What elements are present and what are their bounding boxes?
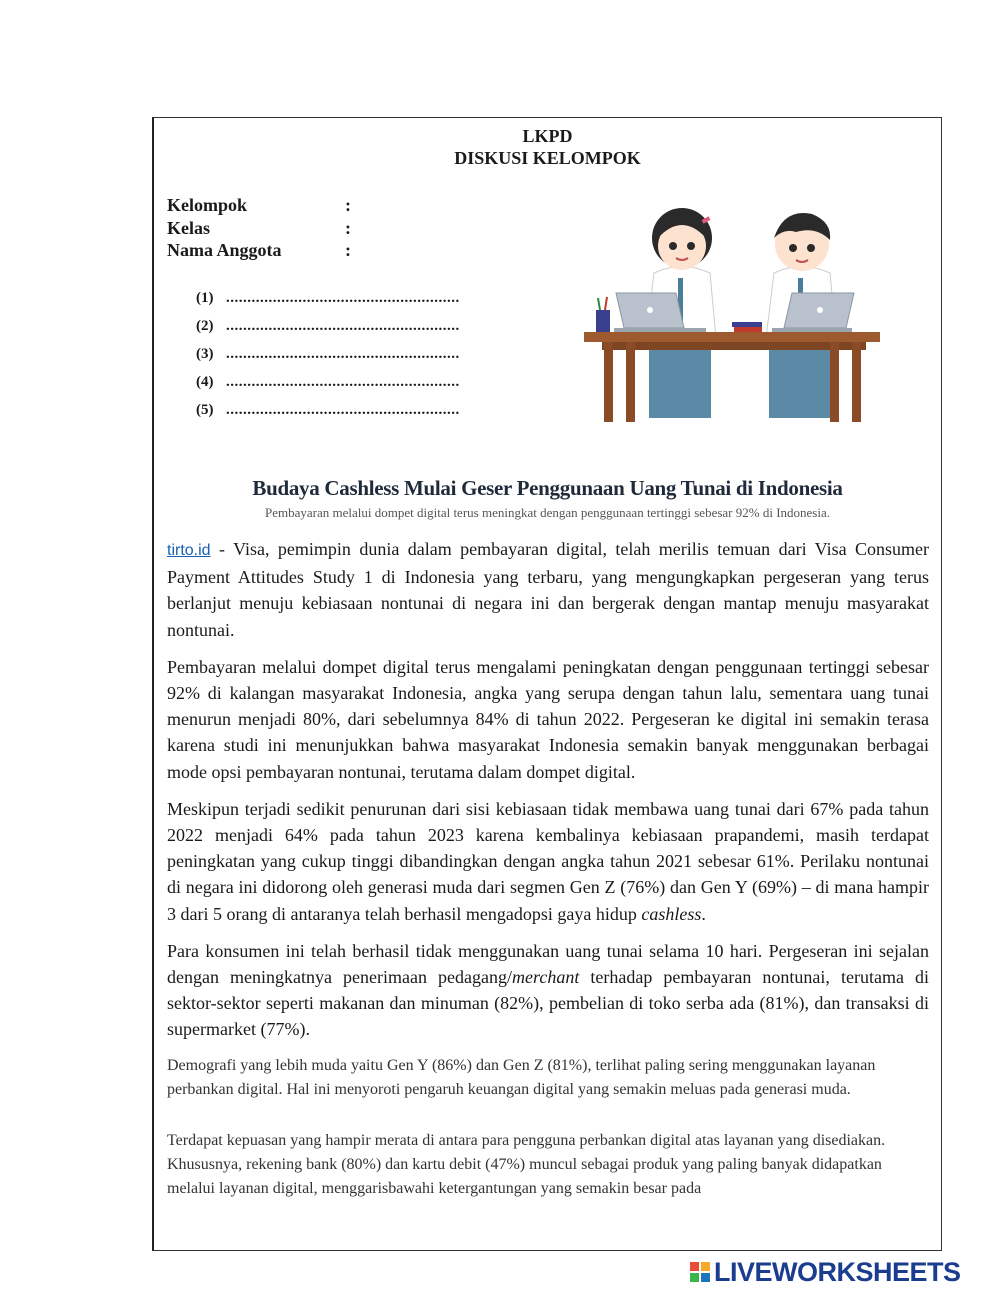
member-number: (1) [196,289,214,306]
field-separator: : [345,217,351,238]
member-blank: ....................................................... [226,373,460,390]
paragraph-2: Pembayaran melalui dompet digital terus mengalami peningkatan dengan penggunaan tertinggi sebesar 92% di kalangan masyarakat Indonesia, angka yang serupa dengan tahun lalu, sementara uang tunai menurun menjadi 80%, dari sebelumnya 84% di tahun 2022. Pergeseran ke digital ini semakin terasa karena studi ini menunjukkan bahwa masyarakat Indonesia semakin banyak menggunakan berbagai mode opsi pembayaran nontunai, terutama dalam dompet digital. [167,656,929,782]
member-number: (5) [196,401,214,418]
article-subtitle: Pembayaran melalui dompet digital terus meningkat dengan penggunaan tertinggi sebesar 92% di Indonesia. [265,505,830,520]
worksheet-subtitle: DISKUSI KELOMPOK [454,148,641,168]
field-separator: : [345,240,351,260]
desk [584,332,880,422]
paragraph-4 [167,938,929,1043]
logo-grid-icon [690,1262,710,1282]
source-link[interactable]: tirto.id [167,542,211,559]
paragraph-5: Demografi yang lebih muda yaitu Gen Y (86%) dan Gen Z (81%), terlihat paling sering menggunakan layanan perbankan digital. Hal ini menyoroti pengaruh keuangan digital yang semakin meluas pada generasi muda. [167,1056,876,1098]
paragraph-6: Terdapat kepuasan yang hampir merata di antara para pengguna perbankan digital atas layanan yang disediakan. Khususnya, rekening bank (80%) dan kartu debit (47%) muncul sebagai produk yang paling banyak didapatkan melalui layanan digital, menggarisbawahi ketergantungan yang semakin besar pada [167,1131,886,1197]
field-separator: : [345,195,351,215]
worksheet-title: LKPD [522,126,573,146]
member-number: (2) [196,317,214,334]
books [732,322,762,327]
paragraph-text: Para konsumen ini telah berhasil tidak menggunakan uang tunai selama 10 hari. Pergeseran ini sejalan dengan meningkatnya penerimaan pedagang/ [167,940,929,988]
paragraph-text: terhadap pembayaran nontunai, terutama di sektor-sektor seperti makanan dan minuman (82%), pembelian di toko serba ada (81%), dan transaksi di supermarket (77%). [167,967,929,1040]
emphasis-text: cashless [641,903,702,924]
member-list [196,284,460,424]
paragraph-3 [167,796,929,927]
paragraph-text: Meskipun terjadi sedikit penurunan dari sisi kebiasaan tidak membawa uang tunai dari 67% pada tahun 2022 menjadi 64% pada tahun 2023 karena kembalinya kebiasaan prapandemi, masih terdapat peningkatan yang cukup tinggi dibandingkan dengan angka tahun 2021 sebesar 61%. Perilaku nontunai di negara ini didorong oleh generasi muda dari segmen Gen Z (76%) dan Gen Y (69%) – di mana hampir 3 dari 5 orang di antaranya telah berhasil mengadopsi gaya hidup [167,798,929,924]
member-row[interactable] [196,396,460,424]
member-row[interactable] [196,312,460,340]
paragraph-text: . [701,903,706,924]
member-number: (4) [196,373,214,390]
field-nama-anggota[interactable] [167,239,351,262]
member-blank: ....................................................... [226,401,460,418]
article-title: Budaya Cashless Mulai Geser Penggunaan Uang Tunai di Indonesia [252,476,843,500]
field-label: Nama Anggota [167,240,282,260]
worksheet-frame [152,117,942,1251]
field-label: Kelas [167,217,210,238]
paragraph-1 [167,536,929,643]
member-blank: ....................................................... [226,345,460,362]
pencil-cup [596,310,610,332]
member-row[interactable] [196,368,460,396]
liveworksheets-logo [690,1252,961,1292]
field-kelas[interactable] [167,217,351,240]
member-number: (3) [196,345,214,362]
article-body [167,536,929,1212]
member-row[interactable] [196,340,460,368]
member-row[interactable] [196,284,460,312]
field-kelompok[interactable] [167,194,351,217]
group-fields [167,194,351,262]
paragraph-text: - Visa, pemimpin dunia dalam pembayaran digital, telah merilis temuan dari Visa Consumer Payment Attitudes Study 1 di Indonesia yang terbaru, yang mengungkapkan pergeseran yang terus berlanjut menuju kebiasaan nontunai di negara ini dan bergerak dengan mantap menuju masyarakat nontunai. [167,539,929,640]
emphasis-text: merchant [512,967,580,988]
field-label: Kelompok [167,195,248,215]
member-blank: ....................................................... [226,289,460,306]
students-at-desk-illustration [584,198,884,423]
member-blank: ....................................................... [226,317,460,334]
brand-name: LIVEWORKSHEETS [714,1256,961,1287]
